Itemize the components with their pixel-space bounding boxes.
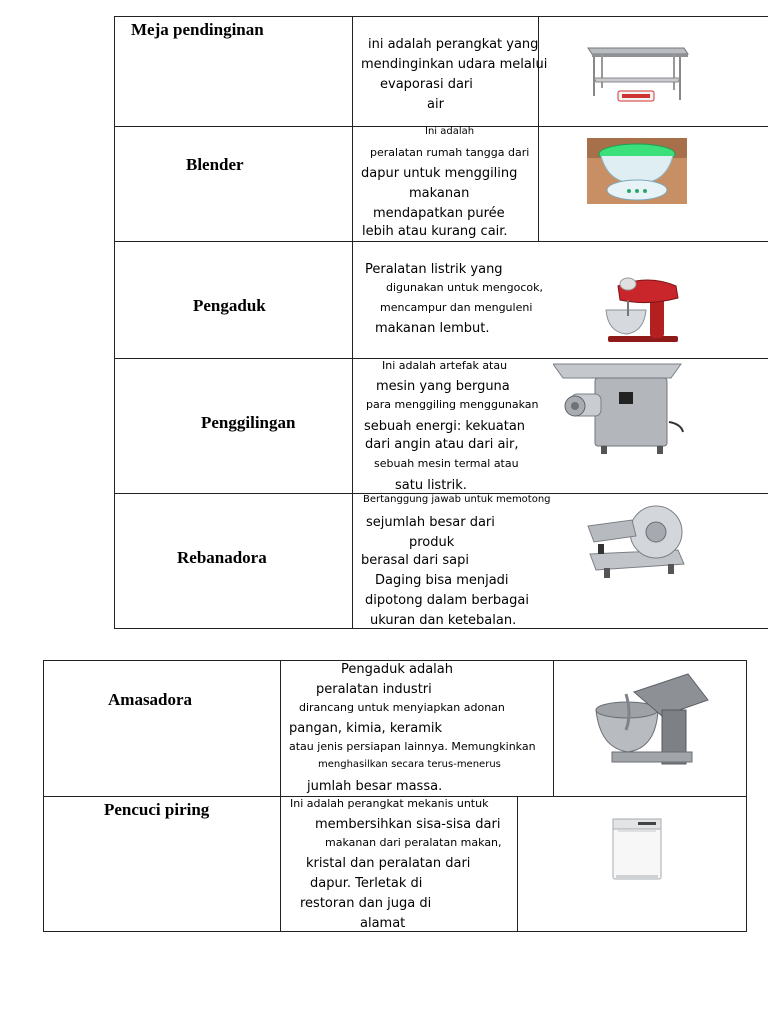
- meat-grinder-icon: [553, 362, 688, 456]
- equipment-name: Penggilingan: [201, 413, 296, 432]
- table2-border: [43, 660, 747, 661]
- description-line: lebih atau kurang cair.: [362, 224, 508, 239]
- description-line: evaporasi dari: [380, 77, 473, 92]
- description-line: mendinginkan udara melalui: [361, 57, 548, 72]
- table2-border: [553, 660, 554, 797]
- table2-border: [517, 796, 518, 932]
- description-line: para menggiling menggunakan: [366, 398, 539, 411]
- stand-mixer-icon: [598, 272, 686, 344]
- description-line: menghasilkan secara terus-menerus: [318, 759, 501, 770]
- description-line: ini adalah perangkat yang: [368, 37, 539, 52]
- description-line: dapur. Terletak di: [310, 876, 423, 891]
- table2-border: [43, 660, 44, 932]
- description-line: Ini adalah artefak atau: [382, 359, 508, 372]
- description-line: digunakan untuk mengocok,: [386, 281, 543, 294]
- equipment-name: Rebanadora: [177, 548, 267, 567]
- description-line: jumlah besar massa.: [307, 779, 443, 794]
- description-line: Bertanggung jawab untuk memotong: [363, 494, 551, 505]
- description-line: pangan, kimia, keramik: [289, 721, 443, 736]
- table2-border: [746, 660, 747, 932]
- table1-border: [114, 241, 768, 242]
- description-line: membersihkan sisa-sisa dari: [315, 817, 501, 832]
- description-line: sebuah energi: kekuatan: [364, 419, 526, 434]
- description-line: berasal dari sapi: [361, 553, 469, 568]
- description-line: dapur untuk menggiling: [361, 166, 518, 181]
- description-line: mencampur dan menguleni: [380, 301, 533, 314]
- description-line: Pengaduk adalah: [341, 662, 453, 677]
- description-line: makanan lembut.: [375, 321, 490, 336]
- equipment-name: Pencuci piring: [104, 800, 210, 819]
- description-line: Peralatan listrik yang: [365, 262, 503, 277]
- description-line: dipotong dalam berbagai: [365, 593, 529, 608]
- blender-icon: [587, 138, 687, 204]
- description-line: sebuah mesin termal atau: [374, 457, 519, 470]
- table2-border: [280, 660, 281, 932]
- equipment-name: Meja pendinginan: [131, 20, 264, 39]
- table1-border: [114, 628, 768, 629]
- description-line: peralatan industri: [316, 682, 432, 697]
- description-line: alamat: [360, 916, 406, 931]
- description-line: mesin yang berguna: [376, 379, 510, 394]
- table1-border: [114, 16, 115, 629]
- description-line: kristal dan peralatan dari: [306, 856, 471, 871]
- description-line: dari angin atau dari air,: [365, 437, 519, 452]
- equipment-name: Blender: [186, 155, 244, 174]
- description-line: Daging bisa menjadi: [375, 573, 509, 588]
- description-line: dirancang untuk menyiapkan adonan: [299, 701, 505, 714]
- description-line: satu listrik.: [395, 478, 467, 493]
- equipment-name: Amasadora: [108, 690, 193, 709]
- description-line: Ini adalah: [425, 126, 475, 137]
- equipment-name: Pengaduk: [193, 296, 266, 315]
- description-line: sejumlah besar dari: [366, 515, 495, 530]
- table1-border: [114, 16, 768, 17]
- description-line: air: [427, 97, 444, 112]
- steel-table-icon: [584, 38, 690, 104]
- table2-border: [43, 931, 747, 932]
- description-line: makanan dari peralatan makan,: [325, 836, 502, 849]
- description-line: makanan: [409, 186, 470, 201]
- description-line: mendapatkan purée: [373, 206, 505, 221]
- description-line: ukuran dan ketebalan.: [370, 613, 517, 628]
- table1-border: [352, 16, 353, 629]
- dough-mixer-icon: [592, 670, 712, 770]
- dishwasher-icon: [610, 817, 664, 883]
- description-line: restoran dan juga di: [300, 896, 432, 911]
- description-line: peralatan rumah tangga dari: [370, 146, 530, 159]
- meat-slicer-icon: [586, 500, 688, 582]
- description-line: Ini adalah perangkat mekanis untuk: [290, 797, 489, 810]
- description-line: atau jenis persiapan lainnya. Memungkinkan: [289, 740, 536, 753]
- description-line: produk: [409, 535, 455, 550]
